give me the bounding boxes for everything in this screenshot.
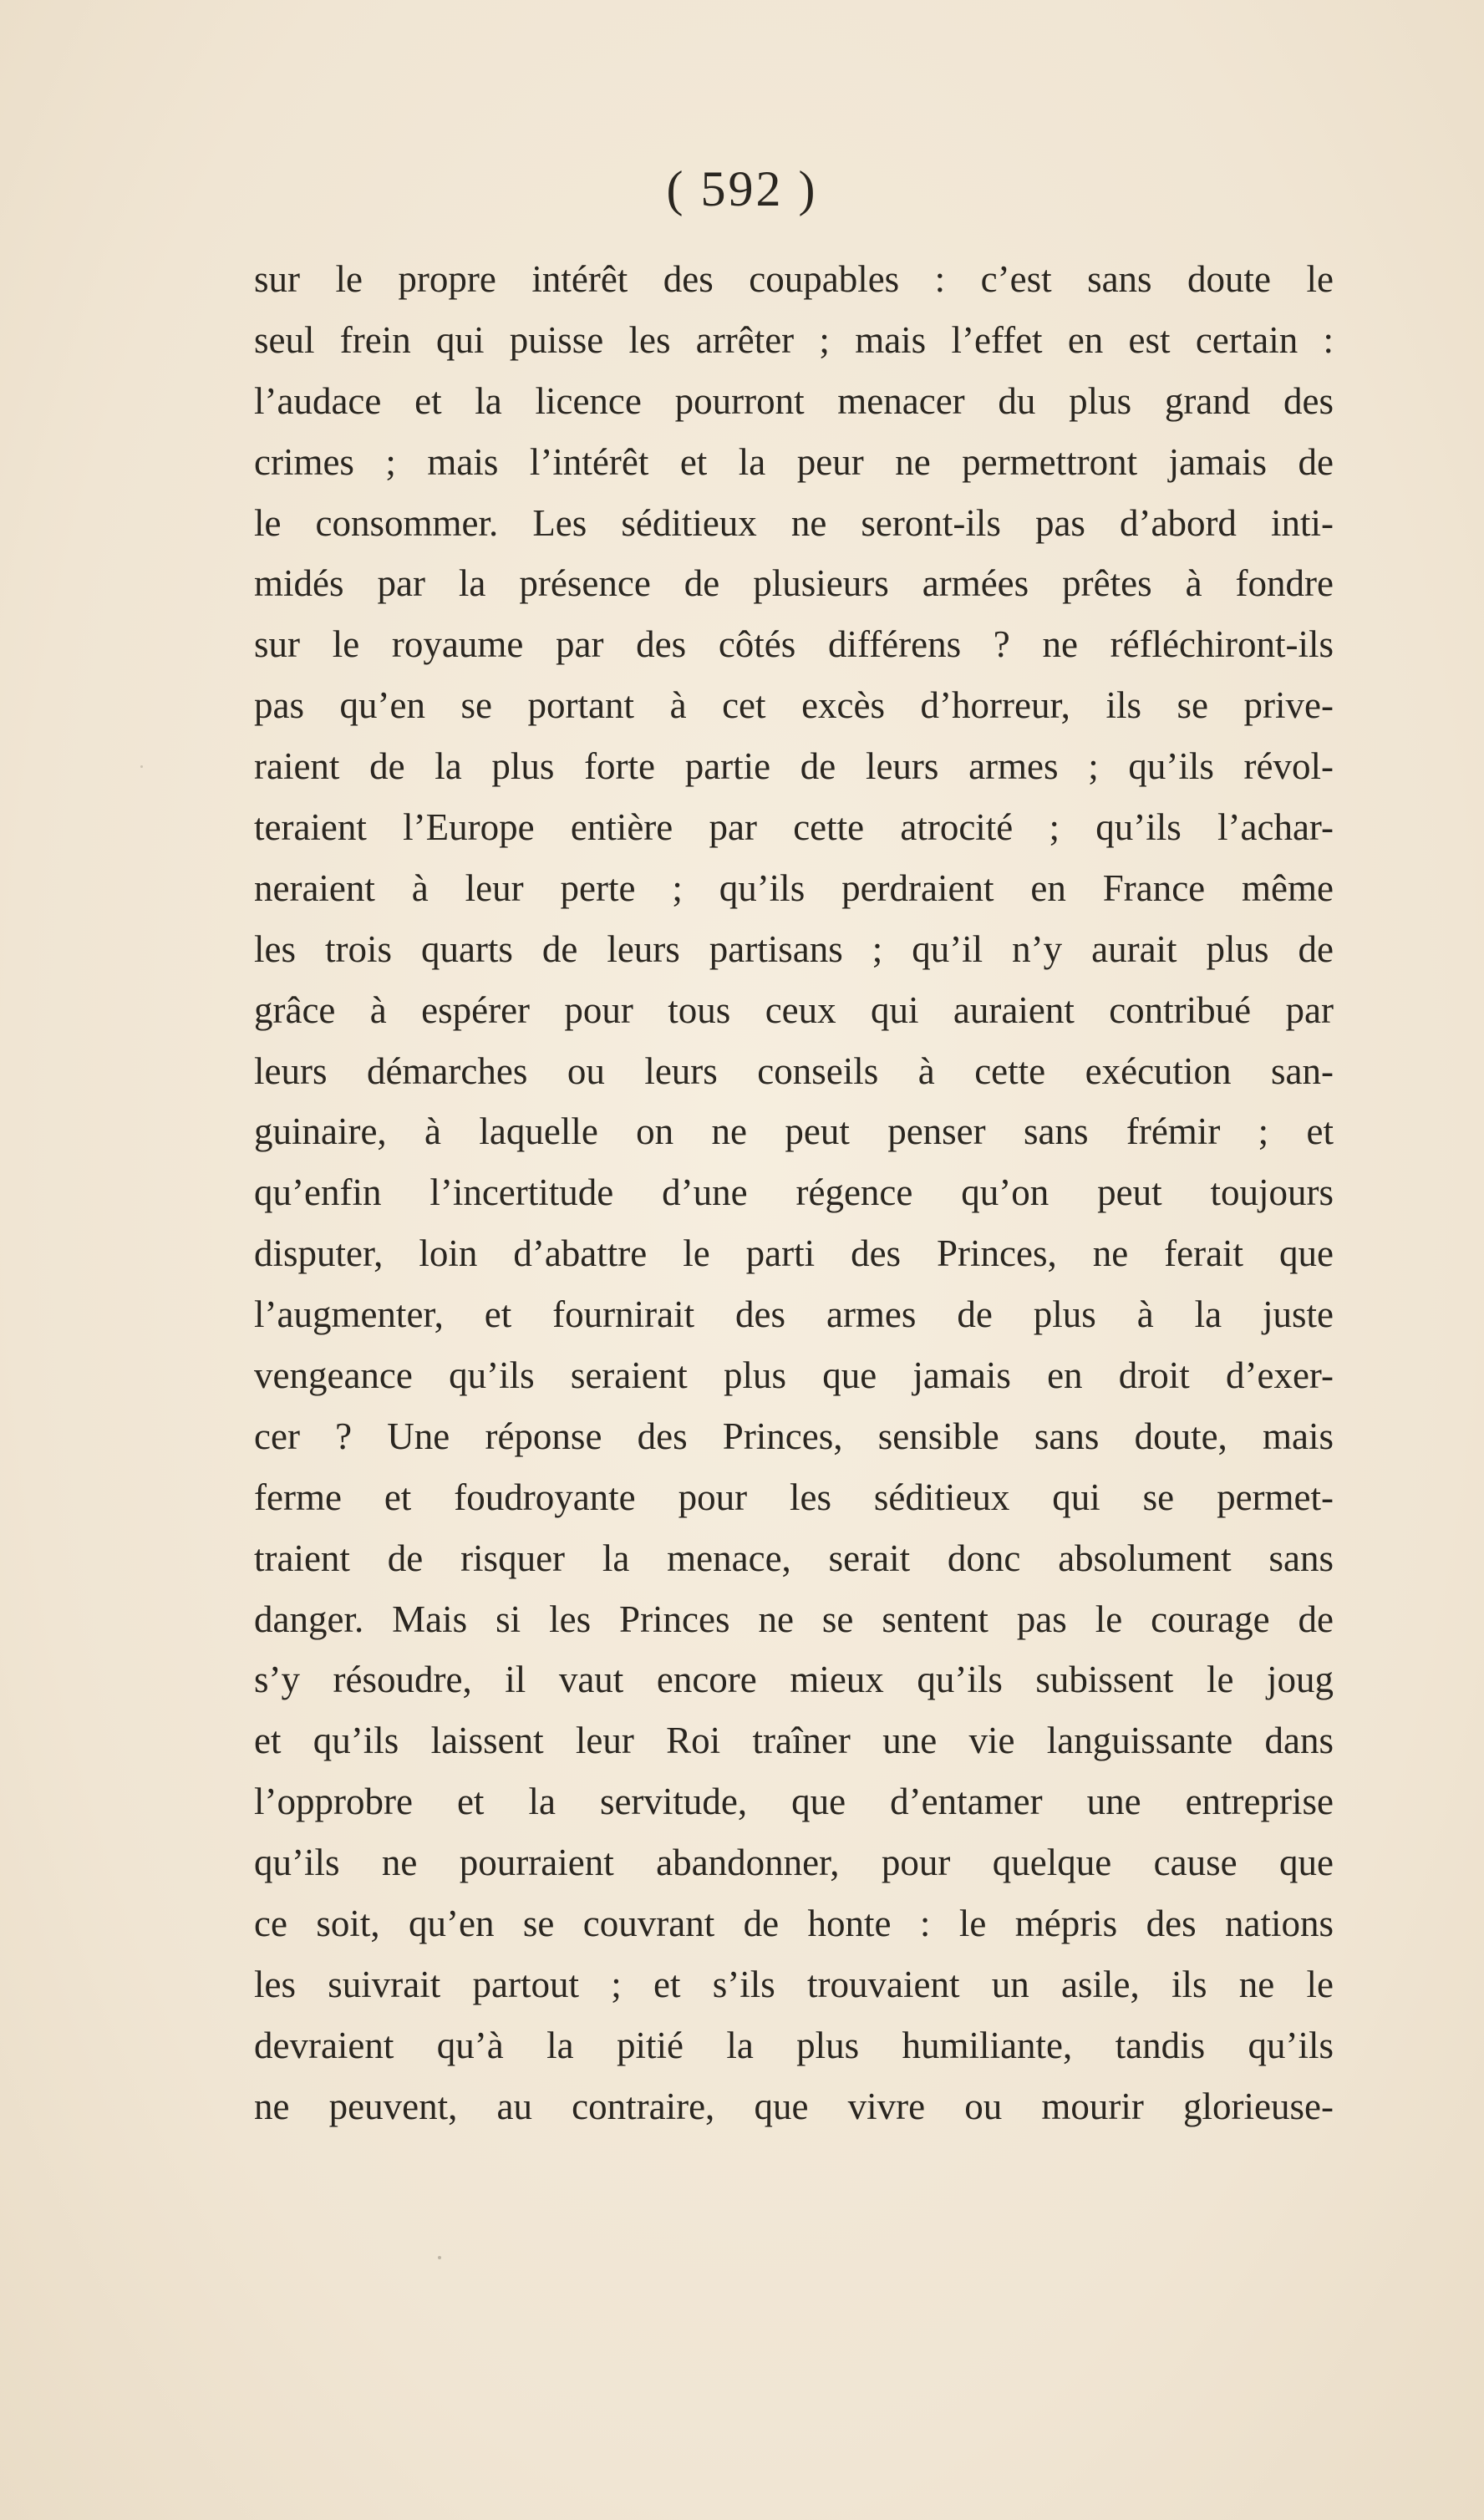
body-text — [254, 249, 1334, 2137]
text-line: les trois quarts de leurs partisans ; qu’il n’y aurait plus de — [254, 927, 1334, 970]
text-line: les suivrait partout ; et s’ils trouvaient un asile, ils ne le — [254, 1963, 1334, 2005]
text-line: qu’enfin l’incertitude d’une régence qu’on peut toujours — [254, 1171, 1334, 1214]
paper-speck — [140, 765, 143, 768]
text-line: danger. Mais si les Princes ne se sentent pas le courage de — [254, 1598, 1334, 1640]
text-line: le consommer. Les séditieux ne seront-ils pas d’abord inti- — [254, 501, 1334, 544]
text-line: vengeance qu’ils seraient plus que jamais en droit d’exer- — [254, 1354, 1334, 1397]
text-line: ne peuvent, au contraire, que vivre ou mourir glorieuse- — [254, 2085, 1334, 2127]
text-line: midés par la présence de plusieurs armées prêtes à fondre — [254, 562, 1334, 605]
text-line: l’audace et la licence pourront menacer du plus grand des — [254, 379, 1334, 422]
text-line: devraient qu’à la pitié la plus humiliante, tandis qu’ils — [254, 2024, 1334, 2066]
text-line: leurs démarches ou leurs conseils à cette exécution san- — [254, 1049, 1334, 1092]
text-line: crimes ; mais l’intérêt et la peur ne permettront jamais de — [254, 440, 1334, 483]
text-line: grâce à espérer pour tous ceux qui auraient contribué par — [254, 988, 1334, 1031]
text-line: l’augmenter, et fournirait des armes de plus à la juste — [254, 1293, 1334, 1336]
text-line: s’y résoudre, il vaut encore mieux qu’ils subissent le joug — [254, 1659, 1334, 1701]
text-line: seul frein qui puisse les arrêter ; mais l’effet en est certain : — [254, 318, 1334, 361]
text-line: ce soit, qu’en se couvrant de honte : le mépris des nations — [254, 1903, 1334, 1945]
paper-speck — [438, 2256, 441, 2259]
text-line: teraient l’Europe entière par cette atrocité ; qu’ils l’achar- — [254, 806, 1334, 849]
text-line: cer ? Une réponse des Princes, sensible sans doute, mais — [254, 1415, 1334, 1457]
text-line: sur le royaume par des côtés différens ? ne réfléchiront-ils — [254, 623, 1334, 666]
text-line: neraient à leur perte ; qu’ils perdraient en France même — [254, 866, 1334, 909]
page-number: ( 592 ) — [666, 161, 818, 216]
text-line: disputer, loin d’abattre le parti des Princes, ne ferait que — [254, 1232, 1334, 1275]
text-line: pas qu’en se portant à cet excès d’horreur, ils se prive- — [254, 684, 1334, 727]
text-line: sur le propre intérêt des coupables : c’est sans doute le — [254, 258, 1334, 300]
text-line: raient de la plus forte partie de leurs armes ; qu’ils révol- — [254, 745, 1334, 788]
text-line: guinaire, à laquelle on ne peut penser sans frémir ; et — [254, 1110, 1334, 1153]
text-line: ferme et foudroyante pour les séditieux qui se permet- — [254, 1476, 1334, 1518]
text-line: qu’ils ne pourraient abandonner, pour quelque cause que — [254, 1842, 1334, 1884]
text-line: l’opprobre et la servitude, que d’entamer une entreprise — [254, 1781, 1334, 1823]
text-line: et qu’ils laissent leur Roi traîner une vie languissante dans — [254, 1720, 1334, 1762]
text-line: traient de risquer la menace, serait donc absolument sans — [254, 1537, 1334, 1579]
